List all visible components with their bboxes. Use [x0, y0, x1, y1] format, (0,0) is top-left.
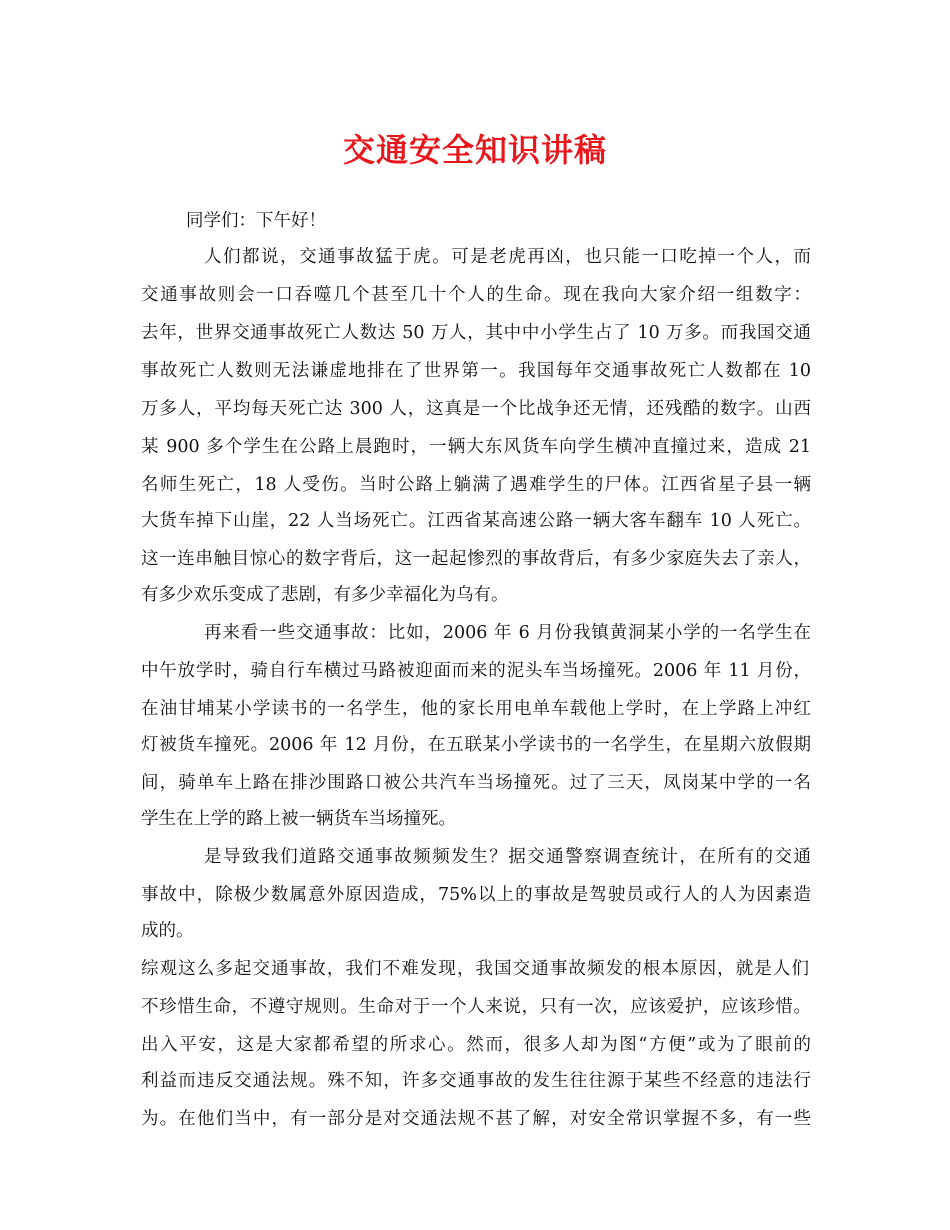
paragraph-line: 中午放学时，骑自行车横过马路被迎面而来的泥头车当场撞死。2006 年 11 月份， [141, 661, 811, 681]
paragraph-line: 综观这么多起交通事故，我们不难发现，我国交通事故频发的根本原因，就是人们 [141, 959, 809, 979]
paragraph-line: 事故中，除极少数属意外原因造成，75%以上的事故是驾驶员或行人的人为因素造 [141, 885, 811, 905]
paragraph-line: 在油甘埔某小学读书的一名学生，他的家长用电单车载他上学时，在上学路上冲红 [141, 699, 811, 719]
paragraph-line: 大货车掉下山崖，22 人当场死亡。江西省某高速公路一辆大客车翻车 10 人死亡。 [141, 511, 811, 531]
paragraph-line: 是导致我们道路交通事故频频发生？据交通警察调查统计，在所有的交通 [204, 847, 811, 867]
paragraph-line: 利益而违反交通法规。殊不知，许多交通事故的发生往往源于某些不经意的违法行 [141, 1071, 811, 1091]
paragraph-line: 这一连串触目惊心的数字背后，这一起起惨烈的事故背后，有多少家庭失去了亲人， [141, 549, 811, 569]
paragraph-line: 成的。 [141, 921, 194, 941]
paragraph-line: 间，骑单车上路在排沙围路口被公共汽车当场撞死。过了三天，凤岗某中学的一名 [141, 773, 811, 793]
paragraph-line: 灯被货车撞死。2006 年 12 月份，在五联某小学读书的一名学生，在星期六放假期 [141, 735, 811, 755]
paragraph-line: 不珍惜生命，不遵守规则。生命对于一个人来说，只有一次，应该爱护，应该珍惜。 [141, 997, 811, 1017]
paragraph-line: 有多少欢乐变成了悲剧，有多少幸福化为乌有。 [141, 585, 509, 605]
paragraph-line: 为。在他们当中，有一部分是对交通法规不甚了解，对安全常识掌握不多，有一些 [141, 1109, 811, 1129]
paragraph-line: 事故死亡人数则无法谦虚地排在了世界第一。我国每年交通事故死亡人数都在 10 [141, 361, 811, 381]
paragraph-line: 某 900 多个学生在公路上晨跑时，一辆大东风货车向学生横冲直撞过来，造成 21 [141, 437, 811, 457]
paragraph-line: 交通事故则会一口吞噬几个甚至几十个人的生命。现在我向大家介绍一组数字： [141, 285, 811, 305]
paragraph-line: 学生在上学的路上被一辆货车当场撞死。 [141, 809, 456, 829]
greeting: 同学们：下午好！ [186, 211, 326, 231]
paragraph-line: 人们都说，交通事故猛于虎。可是老虎再凶，也只能一口吃掉一个人，而 [204, 247, 811, 267]
paragraph-line: 万多人，平均每天死亡达 300 人，这真是一个比战争还无情，还残酷的数字。山西 [141, 399, 811, 419]
paragraph-line: 去年，世界交通事故死亡人数达 50 万人，其中中小学生占了 10 万多。而我国交通 [141, 323, 811, 343]
paragraph-line: 再来看一些交通事故：比如，2006 年 6 月份我镇黄洞某小学的一名学生在 [204, 623, 811, 643]
paragraph-line: 名师生死亡，18 人受伤。当时公路上躺满了遇难学生的尸体。江西省星子县一辆 [141, 475, 811, 495]
document-title: 交通安全知识讲稿 [342, 131, 607, 169]
paragraph-line: 出入平安，这是大家都希望的所求心。然而，很多人却为图“方便”或为了眼前的 [141, 1035, 811, 1055]
